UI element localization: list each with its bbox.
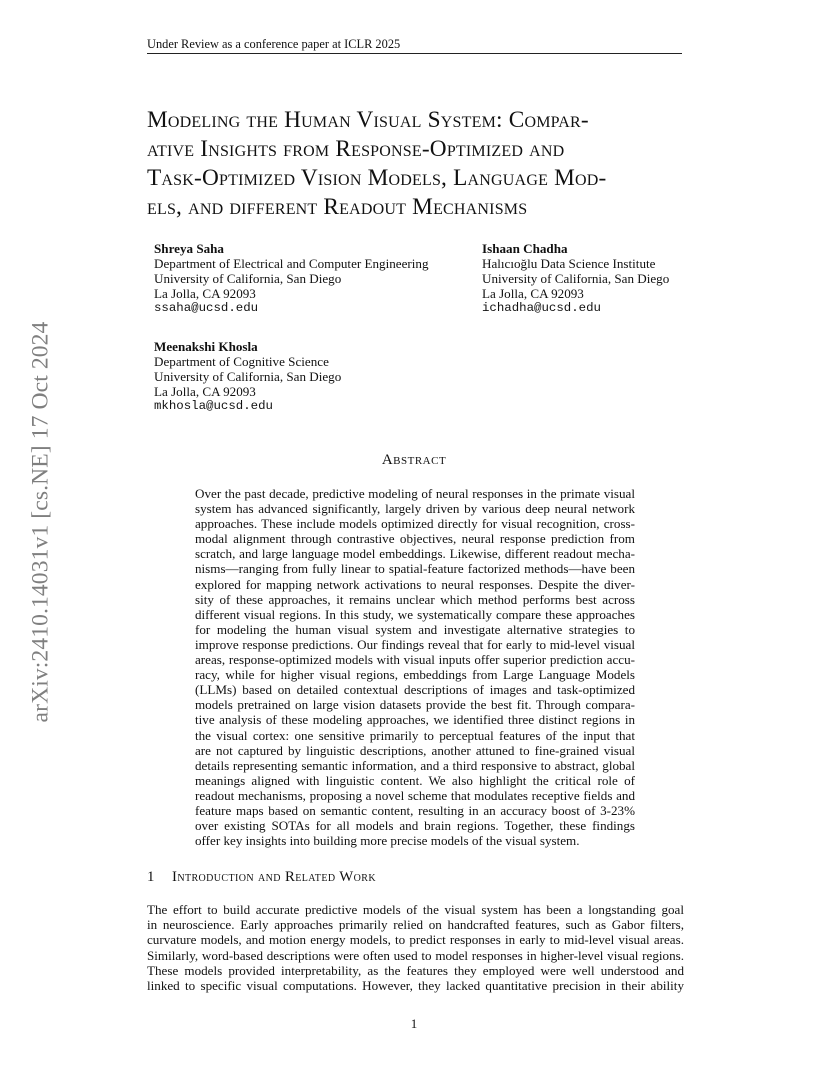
author-address: La Jolla, CA 92093 — [482, 286, 584, 301]
text-line: the visual cortex: one sensitive primarily to perceptual features of the input that — [195, 727, 635, 743]
text-line: These models provided interpretability, as the features they employed were well understood and — [147, 962, 684, 978]
text-line: sity of these approaches, it remains unclear which method performs best across — [195, 591, 635, 607]
text-line: scratch, and large language model embeddings. Likewise, different readout mecha- — [195, 546, 635, 562]
text-line: Similarly, word-based descriptions were often used to model responses in higher-level visual regions. — [147, 947, 684, 963]
text-line: models pretrained on large vision datasets provide the best fit. Through compara- — [195, 697, 635, 713]
author-name: Meenakshi Khosla — [154, 339, 258, 354]
author-department: Department of Electrical and Computer Engineering — [154, 256, 429, 271]
page-number: 1 — [410, 1016, 418, 1031]
author-block — [154, 339, 341, 414]
author-university: University of California, San Diego — [482, 271, 670, 286]
author-address: La Jolla, CA 92093 — [154, 384, 256, 399]
title-line: els, and different Readout Mechanisms — [147, 194, 528, 220]
text-line: modal alignment through contrastive objectives, neural response prediction from — [195, 531, 635, 547]
section-title: Introduction and Related Work — [172, 869, 376, 885]
text-line: areas, response-optimized models with visual inputs offer superior prediction accu- — [195, 652, 635, 668]
arxiv-side-stamp: arXiv:2410.14031v1 [cs.NE] 17 Oct 2024 — [27, 321, 54, 723]
paper-title — [147, 106, 692, 222]
title-line: ative Insights from Response-Optimized and — [147, 136, 565, 162]
text-line: are not captured by linguistic descriptions, another attuned to fine-grained visual — [195, 742, 635, 758]
text-line: tive analysis of these modeling approaches, we identified three distinct regions in — [195, 712, 635, 728]
text-line: linked to specific visual computations. However, they lacked quantitative precision in their ability — [147, 978, 684, 994]
text-line: nisms—ranging from fully linear to spatial-feature factorized methods—have been — [195, 561, 635, 577]
text-line: details representing semantic information, and a third responsive to abstract, global — [195, 757, 635, 773]
text-line: meanings aligned with linguistic content. We also highlight the critical role of — [195, 772, 635, 788]
author-university: University of California, San Diego — [154, 369, 342, 384]
author-email: ichadha@ucsd.edu — [482, 301, 601, 315]
text-line: different visual regions. In this study, we systematically compare these approaches — [195, 606, 635, 622]
author-department: Halıcıoğlu Data Science Institute — [482, 256, 656, 271]
section-body — [147, 902, 684, 993]
text-line: for modeling the human visual system and investigate alternative strategies to — [195, 621, 635, 637]
author-university: University of California, San Diego — [154, 271, 342, 286]
text-line: readout mechanisms, proposing a novel scheme that modulates receptive fields and — [195, 787, 635, 803]
section-heading — [147, 869, 376, 886]
text-line: The effort to build accurate predictive models of the visual system has been a longstanding goal — [147, 902, 684, 917]
author-email: mkhosla@ucsd.edu — [154, 399, 273, 413]
author-block — [154, 241, 429, 316]
text-line: feature maps based on semantic content, resulting in an accuracy boost of 3-23% — [195, 802, 635, 818]
text-line: offer key insights into building more precise models of the visual system. — [195, 833, 580, 849]
text-line: in neuroscience. Early approaches primarily relied on handcrafted features, such as Gabor filters, — [147, 917, 684, 933]
header-rule — [147, 53, 682, 54]
text-line: approaches. These include models optimized directly for visual recognition, cross- — [195, 516, 635, 532]
abstract-heading: Abstract — [381, 452, 447, 468]
title-line: Task-Optimized Vision Models, Language Mod- — [147, 165, 607, 191]
abstract-body — [195, 486, 635, 848]
section-number: 1 — [147, 869, 155, 885]
author-name: Shreya Saha — [154, 241, 224, 256]
text-line: racy, while for higher visual regions, embeddings from Large Language Models — [195, 667, 635, 683]
author-block — [482, 241, 669, 316]
text-line: improve response predictions. Our findings reveal that for early to mid-level visual — [195, 636, 635, 652]
text-line: (LLMs) based on detailed contextual descriptions of images and task-optimized — [195, 682, 635, 698]
author-email: ssaha@ucsd.edu — [154, 301, 259, 315]
author-department: Department of Cognitive Science — [154, 354, 329, 369]
author-name: Ishaan Chadha — [482, 241, 568, 256]
text-line: explored for mapping network activations to neural responses. Despite the diver- — [195, 576, 635, 592]
text-line: curvature models, and motion energy models, to predict responses in early to mid-level visual areas. — [147, 932, 684, 948]
author-address: La Jolla, CA 92093 — [154, 286, 256, 301]
title-line: Modeling the Human Visual System: Compar- — [147, 107, 589, 133]
text-line: Over the past decade, predictive modeling of neural responses in the primate visual — [195, 486, 635, 501]
text-line: system has advanced significantly, largely driven by various deep neural network — [195, 501, 635, 517]
text-line: over existing SOTAs for all models and brain regions. Together, these findings — [195, 818, 635, 834]
running-header: Under Review as a conference paper at ICLR 2025 — [147, 37, 401, 51]
